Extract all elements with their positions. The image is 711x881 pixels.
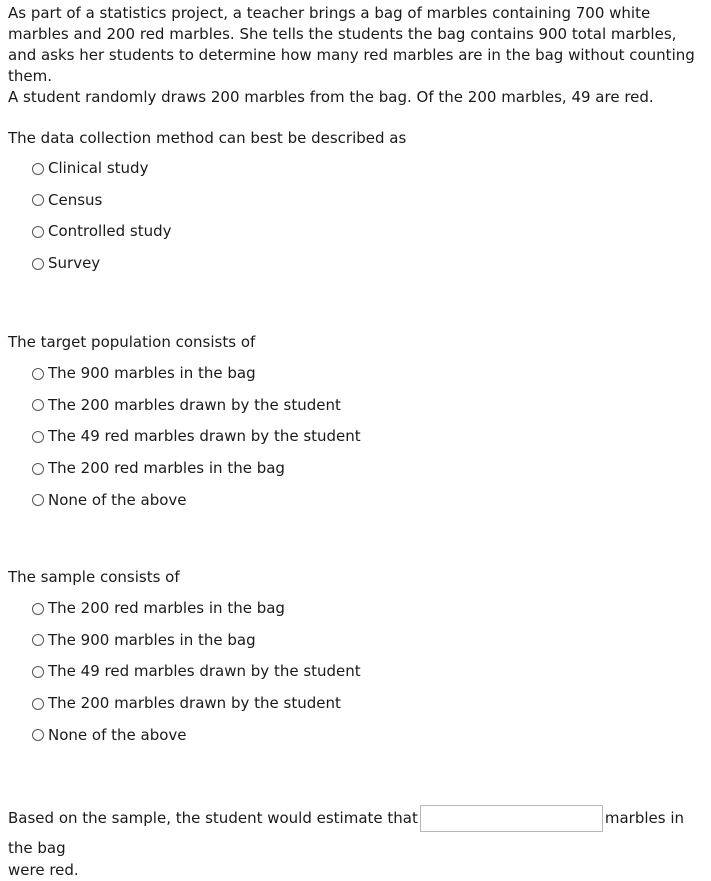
option-label: The 200 marbles drawn by the student — [48, 395, 341, 414]
option-label: Survey — [48, 254, 101, 273]
radio-button[interactable] — [32, 258, 44, 270]
q3-option-49-red-drawn[interactable] — [31, 656, 361, 688]
question-4-text-before: Based on the sample, the student would estimate that — [8, 809, 418, 827]
option-label: The 200 marbles drawn by the student — [48, 694, 341, 713]
q3-option-200-marbles-drawn[interactable] — [31, 688, 361, 720]
radio-button[interactable] — [32, 399, 44, 411]
radio-button[interactable] — [32, 634, 44, 646]
option-label: The 900 marbles in the bag — [48, 364, 256, 383]
question-2-prompt: The target population consists of — [8, 333, 256, 351]
q2-option-200-marbles-drawn[interactable] — [31, 390, 361, 422]
q3-option-900-marbles-in-bag[interactable] — [31, 625, 361, 657]
option-label: Controlled study — [48, 222, 172, 241]
option-label: None of the above — [48, 725, 187, 744]
option-label: The 900 marbles in the bag — [48, 630, 256, 649]
option-label: None of the above — [48, 490, 187, 509]
radio-button[interactable] — [32, 226, 44, 238]
radio-button[interactable] — [32, 368, 44, 380]
q2-option-900-marbles-in-bag[interactable] — [31, 358, 361, 390]
question-1-prompt: The data collection method can best be described as — [8, 129, 407, 147]
question-3-options — [31, 593, 361, 751]
estimate-answer-input[interactable] — [420, 805, 603, 832]
radio-button[interactable] — [32, 729, 44, 741]
q1-option-clinical-study[interactable] — [31, 153, 172, 185]
problem-statement: A student randomly draws 200 marbles from the bag. Of the 200 marbles, 49 are red. — [8, 88, 654, 106]
radio-button[interactable] — [32, 463, 44, 475]
question-3-prompt: The sample consists of — [8, 568, 180, 586]
problem-intro: As part of a statistics project, a teacher brings a bag of marbles containing 700 white marbles and 200 red marbles. She tells the students the bag contains 900 total marbles, and asks her students to determine how many red marbles are in the bag without counting them. — [8, 4, 695, 85]
q1-option-survey[interactable] — [31, 248, 172, 280]
q3-option-200-red-in-bag[interactable] — [31, 593, 361, 625]
option-label: Clinical study — [48, 159, 149, 178]
option-label: The 200 red marbles in the bag — [48, 459, 285, 478]
option-label: The 200 red marbles in the bag — [48, 599, 285, 618]
radio-button[interactable] — [32, 603, 44, 615]
radio-button[interactable] — [32, 194, 44, 206]
question-2-options — [31, 358, 361, 516]
option-label: The 49 red marbles drawn by the student — [48, 427, 361, 446]
radio-button[interactable] — [32, 666, 44, 678]
question-4-text-after: marbles in the bag — [8, 809, 685, 857]
q1-option-census[interactable] — [31, 185, 172, 217]
q2-option-49-red-drawn[interactable] — [31, 421, 361, 453]
radio-button[interactable] — [32, 163, 44, 175]
radio-button[interactable] — [32, 494, 44, 506]
q1-option-controlled-study[interactable] — [31, 216, 172, 248]
q2-option-none[interactable] — [31, 484, 361, 516]
question-4-continuation: were red. — [8, 861, 79, 879]
question-4-fill-in — [8, 803, 711, 881]
radio-button[interactable] — [32, 431, 44, 443]
radio-button[interactable] — [32, 698, 44, 710]
option-label: The 49 red marbles drawn by the student — [48, 662, 361, 681]
q3-option-none[interactable] — [31, 719, 361, 751]
option-label: Census — [48, 190, 103, 209]
question-1-options — [31, 153, 172, 279]
q2-option-200-red-in-bag[interactable] — [31, 453, 361, 485]
